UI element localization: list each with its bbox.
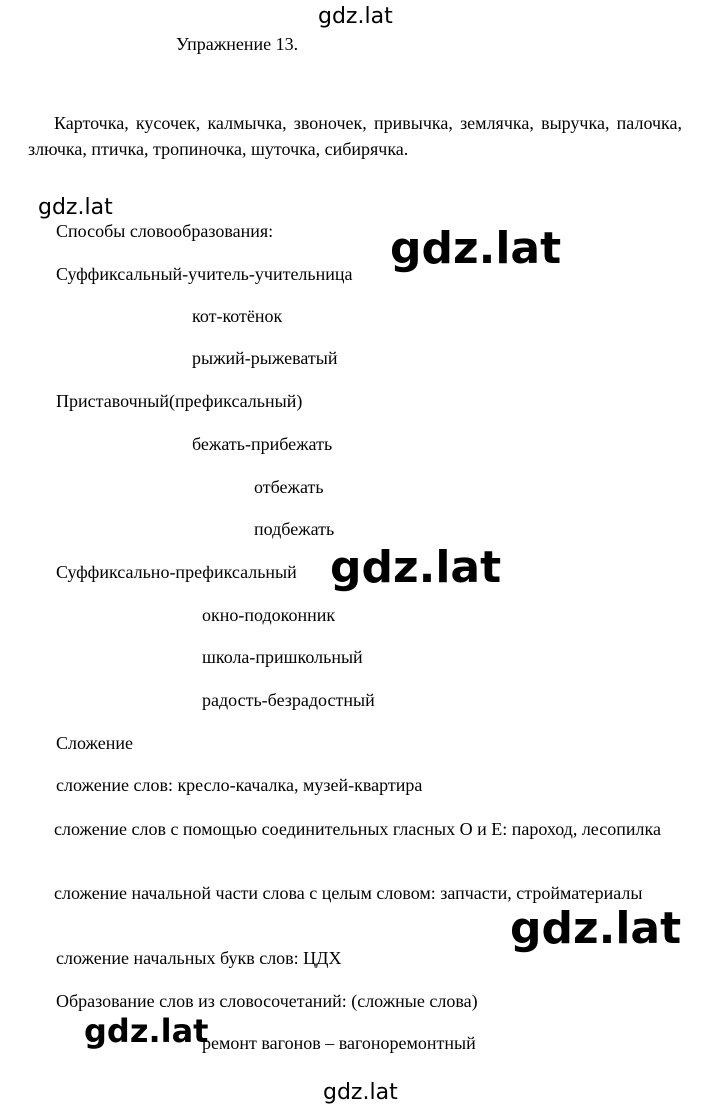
phrases-label: Образование слов из словосочетаний: (сложные слова) bbox=[56, 991, 478, 1011]
watermark-top: gdz.lat bbox=[318, 4, 393, 29]
composition-label: Сложение bbox=[56, 733, 133, 753]
suffixal-label: Суффиксальный-учитель-учительница bbox=[56, 264, 353, 284]
suffix-prefix-example-1: окно-подоконник bbox=[202, 605, 336, 625]
suffix-prefix-label: Суффиксально-префиксальный bbox=[56, 562, 297, 582]
suffixal-example-1: кот-котёнок bbox=[192, 306, 283, 326]
prefixal-example-extra-2: подбежать bbox=[254, 519, 335, 539]
watermark-mid-text: gdz.lat bbox=[80, 1012, 212, 1050]
exercise-title: Упражнение 13. bbox=[176, 34, 299, 54]
watermark-big-1: gdz.lat bbox=[390, 223, 562, 274]
watermark-left-small: gdz.lat bbox=[38, 195, 113, 220]
methods-heading: Способы словообразования: bbox=[56, 221, 274, 241]
composition-item-3: сложение начальной части слова с целым словом: запчасти, стройматериалы bbox=[54, 883, 643, 903]
watermark-bottom: gdz.lat bbox=[323, 1080, 398, 1105]
watermark-mid bbox=[80, 1012, 212, 1050]
prefixal-example-main: бежать-прибежать bbox=[192, 434, 333, 454]
watermark-big-3 bbox=[506, 904, 685, 954]
prefixal-example-extra-1: отбежать bbox=[254, 477, 324, 497]
composition-item-4: сложение начальных букв слов: ЦДХ bbox=[56, 948, 342, 968]
prefixal-label: Приставочный(префиксальный) bbox=[56, 391, 303, 411]
suffix-prefix-example-2: школа-пришкольный bbox=[202, 647, 363, 667]
composition-item-2: сложение слов с помощью соединительных гласных О и Е: пароход, лесопилка bbox=[54, 819, 661, 839]
exercise-word-list: Карточка, кусочек, калмычка, звоночек, привычка, землячка, выручка, палочка, злючка, птичка, тропиночка, шуточка, сибирячка. bbox=[28, 113, 682, 159]
watermark-big-3-text: gdz.lat bbox=[506, 903, 685, 954]
watermark-big-2-text: gdz.lat bbox=[326, 542, 505, 593]
suffixal-example-2: рыжий-рыжеватый bbox=[192, 348, 338, 368]
suffix-prefix-example-3: радость-безрадостный bbox=[202, 690, 375, 710]
watermark-big-2 bbox=[326, 543, 505, 593]
phrases-example: ремонт вагонов – вагоноремонтный bbox=[202, 1033, 476, 1053]
composition-item-1: сложение слов: кресло-качалка, музей-квартира bbox=[56, 775, 423, 795]
